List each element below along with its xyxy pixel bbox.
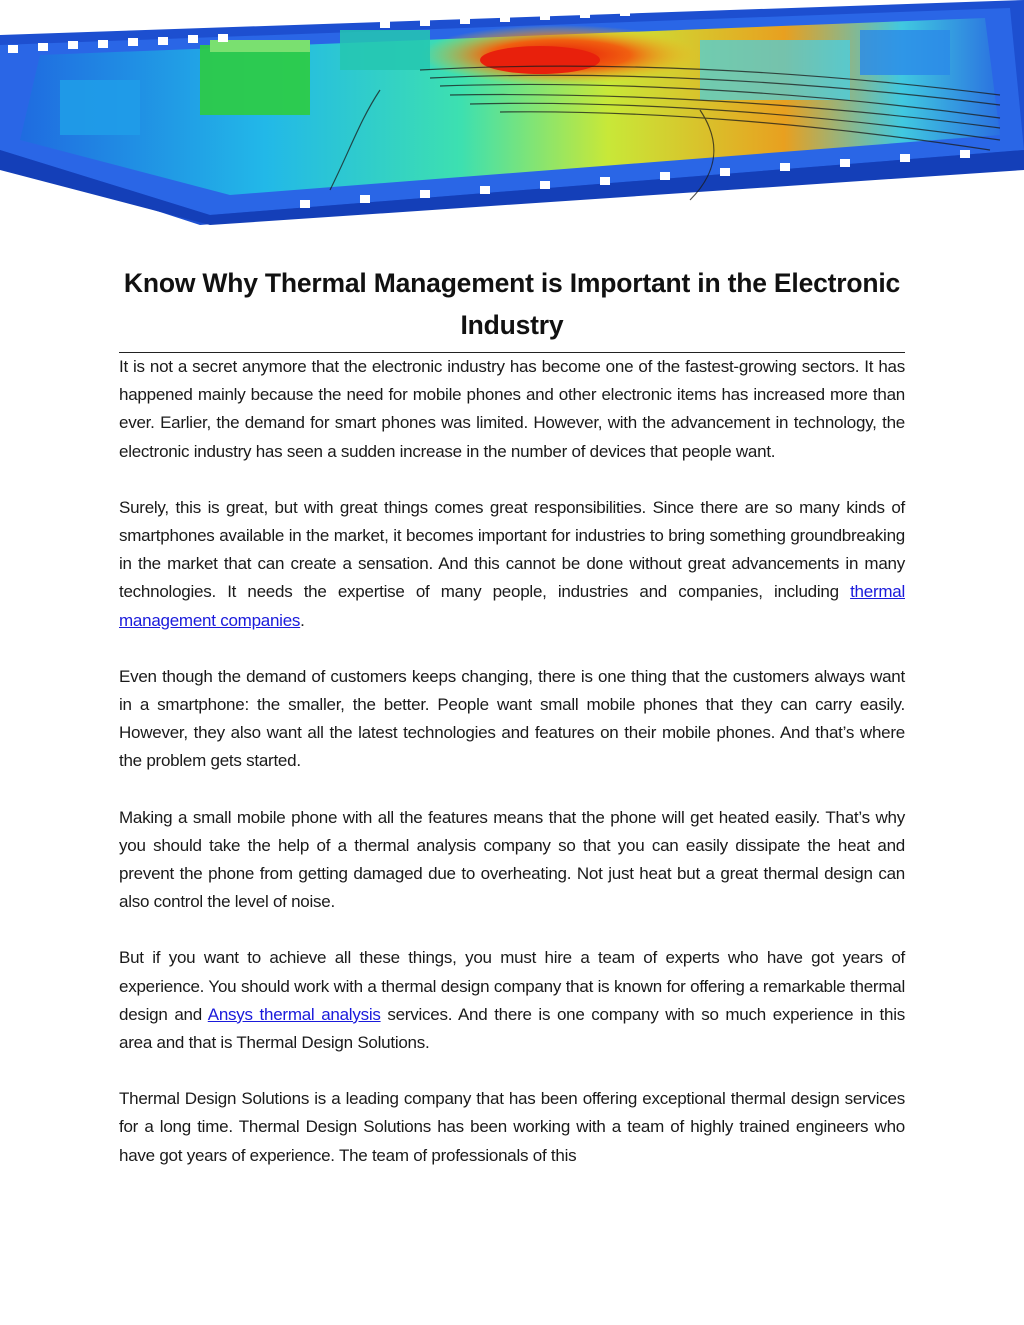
paragraph-3: Even though the demand of customers keeps changing, there is one thing that the customers always want in a smartphone: the smaller, the better. People want small mobile phones that they can carry easily. However, they also want all the latest technologies and features on their mobile phones. And that’s where the problem gets started. xyxy=(119,666,905,771)
article xyxy=(119,262,905,1198)
paragraph-2 xyxy=(119,494,905,635)
ansys-thermal-analysis-link[interactable]: Ansys thermal analysis xyxy=(207,1004,381,1024)
paragraph-5 xyxy=(119,944,905,1057)
paragraph-4: Making a small mobile phone with all the features means that the phone will get heated easily. That’s why you should take the help of a thermal analysis company so that you can easily dissipate the heat and prevent the phone from getting damaged due to overheating. Not just heat but a great thermal design can also control the level of noise. xyxy=(119,807,905,912)
article-body xyxy=(119,353,905,1170)
paragraph-2-text: Surely, this is great, but with great things comes great responsibilities. Since there are so many kinds of smartphones available in the market, it becomes important for industries to bring something groundbreaking in the market that can create a sensation. And this cannot be done without great advancements in many technologies. It needs the expertise of many people, industries and companies, including xyxy=(119,497,905,602)
hero-thermal-image xyxy=(0,0,1024,225)
paragraph-2-end: . xyxy=(300,610,305,630)
thermal-board-illustration xyxy=(0,0,1024,225)
article-title: Know Why Thermal Management is Important in the Electronic Industry xyxy=(119,262,905,353)
thermal-management-companies-link[interactable]: thermal management companies xyxy=(119,582,905,630)
paragraph-5-text: But if you want to achieve all these things, you must hire a team of experts who have got years of experience. You should work with a thermal design company that is known for offering a remarkable thermal design and xyxy=(119,948,905,1024)
paragraph-1: It is not a secret anymore that the electronic industry has become one of the fastest-growing sectors. It has happened mainly because the need for mobile phones and other electronic items has increased more than ever. Earlier, the demand for smart phones was limited. However, with the advancement in technology, the electronic industry has seen a sudden increase in the number of devices that people want. xyxy=(119,357,905,461)
paragraph-6: Thermal Design Solutions is a leading company that has been offering exceptional thermal design services for a long time. Thermal Design Solutions has been working with a team of highly trained engineers who have got years of experience. The team of professionals of this xyxy=(119,1089,905,1165)
paragraph-5-end: services. And there is one company with so much experience in this area and that is Thermal Design Solutions. xyxy=(119,1004,906,1053)
